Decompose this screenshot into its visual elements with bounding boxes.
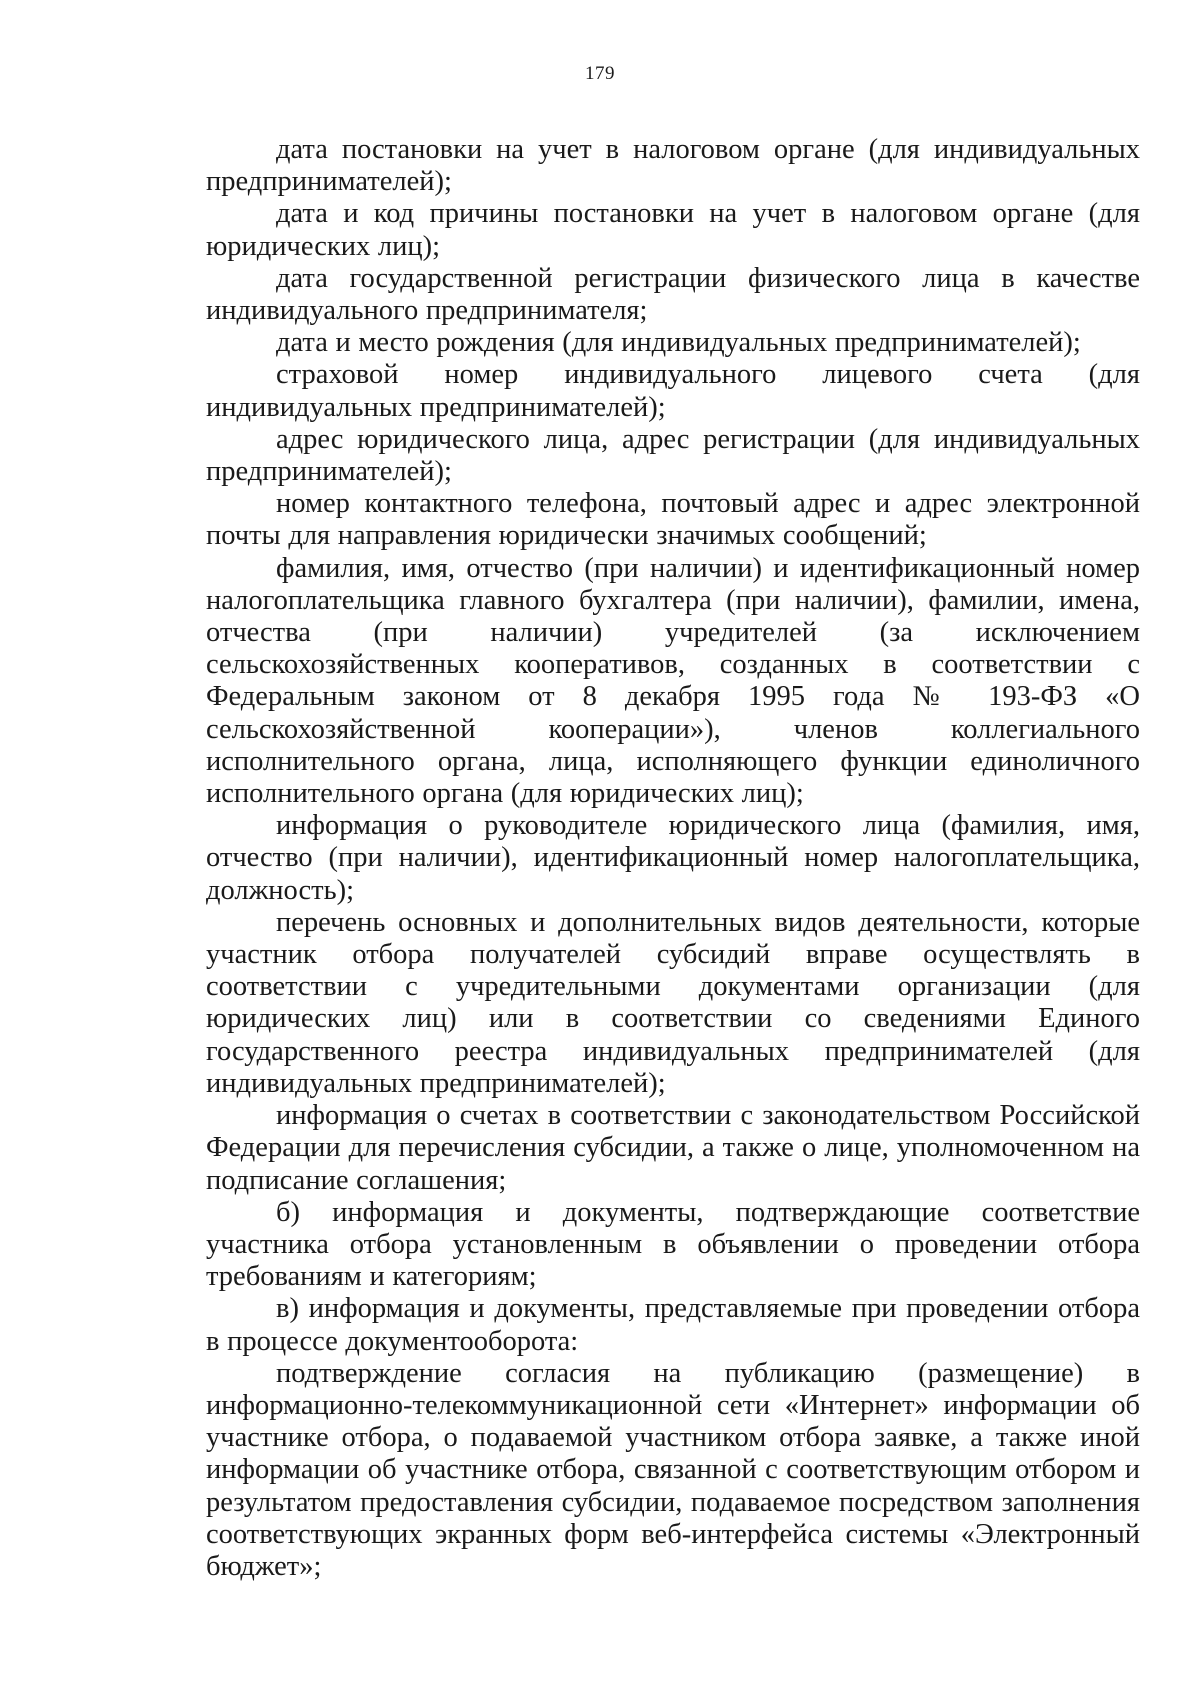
paragraph-birth-date-place: дата и место рождения (для индивидуальных предпринимателей);	[276, 327, 1081, 359]
paragraph-bank-accounts: информация о счетах в соответствии с законодательством Российской Федерации для перечисления субсидии, а также о лице, уполномоченном на подписание соглашения;	[206, 1100, 1140, 1196]
paragraph-item-v: в) информация и документы, представляемые при проведении отбора в процессе документооборота:	[206, 1293, 1140, 1357]
paragraph-publication-consent: подтверждение согласия на публикацию (размещение) в информационно-телекоммуникационной сети «Интернет» информации об участнике отбора, о подаваемой участником отбора заявке, а также иной информации об участнике отбора, связанной с соответствующим отбором и результатом предоставления субсидии, подаваемое посредством заполнения соответствующих экранных форм веб-интерфейса системы «Электронный бюджет»;	[206, 1357, 1140, 1582]
paragraph-tax-registration-date: дата постановки на учет в налоговом органе (для индивидуальных предпринимателей);	[206, 134, 1140, 198]
paragraph-legal-address: адрес юридического лица, адрес регистрации (для индивидуальных предпринимателей);	[206, 423, 1140, 488]
paragraph-contact-info: номер контактного телефона, почтовый адрес и адрес электронной почты для направления юридически значимых сообщений;	[206, 488, 1140, 552]
paragraph-insurance-number: страховой номер индивидуального лицевого счета (для индивидуальных предпринимателей);	[206, 359, 1140, 423]
paragraph-registration-reason-code: дата и код причины постановки на учет в налоговом органе (для юридических лиц);	[206, 198, 1140, 262]
paragraph-state-registration-date: дата государственной регистрации физического лица в качестве индивидуального предпринимателя;	[206, 262, 1140, 327]
paragraph-officers-info: фамилия, имя, отчество (при наличии) и идентификационный номер налогоплательщика главного бухгалтера (при наличии), фамилии, имена, отчества (при наличии) учредителей (за исключением сельскохозяйственных кооперативов, созданных в соответствии с Федеральным законом от 8 декабря 1995 года № 193-ФЗ «О сельскохозяйственной кооперации»), членов коллегиального исполнительного органа, лица, исполняющего функции единоличного исполнительного органа (для юридических лиц);	[206, 552, 1140, 810]
paragraph-item-b: б) информация и документы, подтверждающие соответствие участника отбора установленным в объявлении о проведении отбора требованиям и категориям;	[206, 1196, 1140, 1293]
paragraph-director-info: информация о руководителе юридического лица (фамилия, имя, отчество (при наличии), идентификационный номер налогоплательщика, должность);	[206, 810, 1140, 906]
page-number: 179	[585, 63, 615, 84]
document-body	[206, 134, 1140, 1583]
paragraph-activities-list: перечень основных и дополнительных видов деятельности, которые участник отбора получателей субсидий вправе осуществлять в соответствии с учредительными документами организации (для юридических лиц) или в соответствии со сведениями Единого государственного реестра индивидуальных предпринимателей (для индивидуальных предпринимателей);	[206, 906, 1140, 1099]
